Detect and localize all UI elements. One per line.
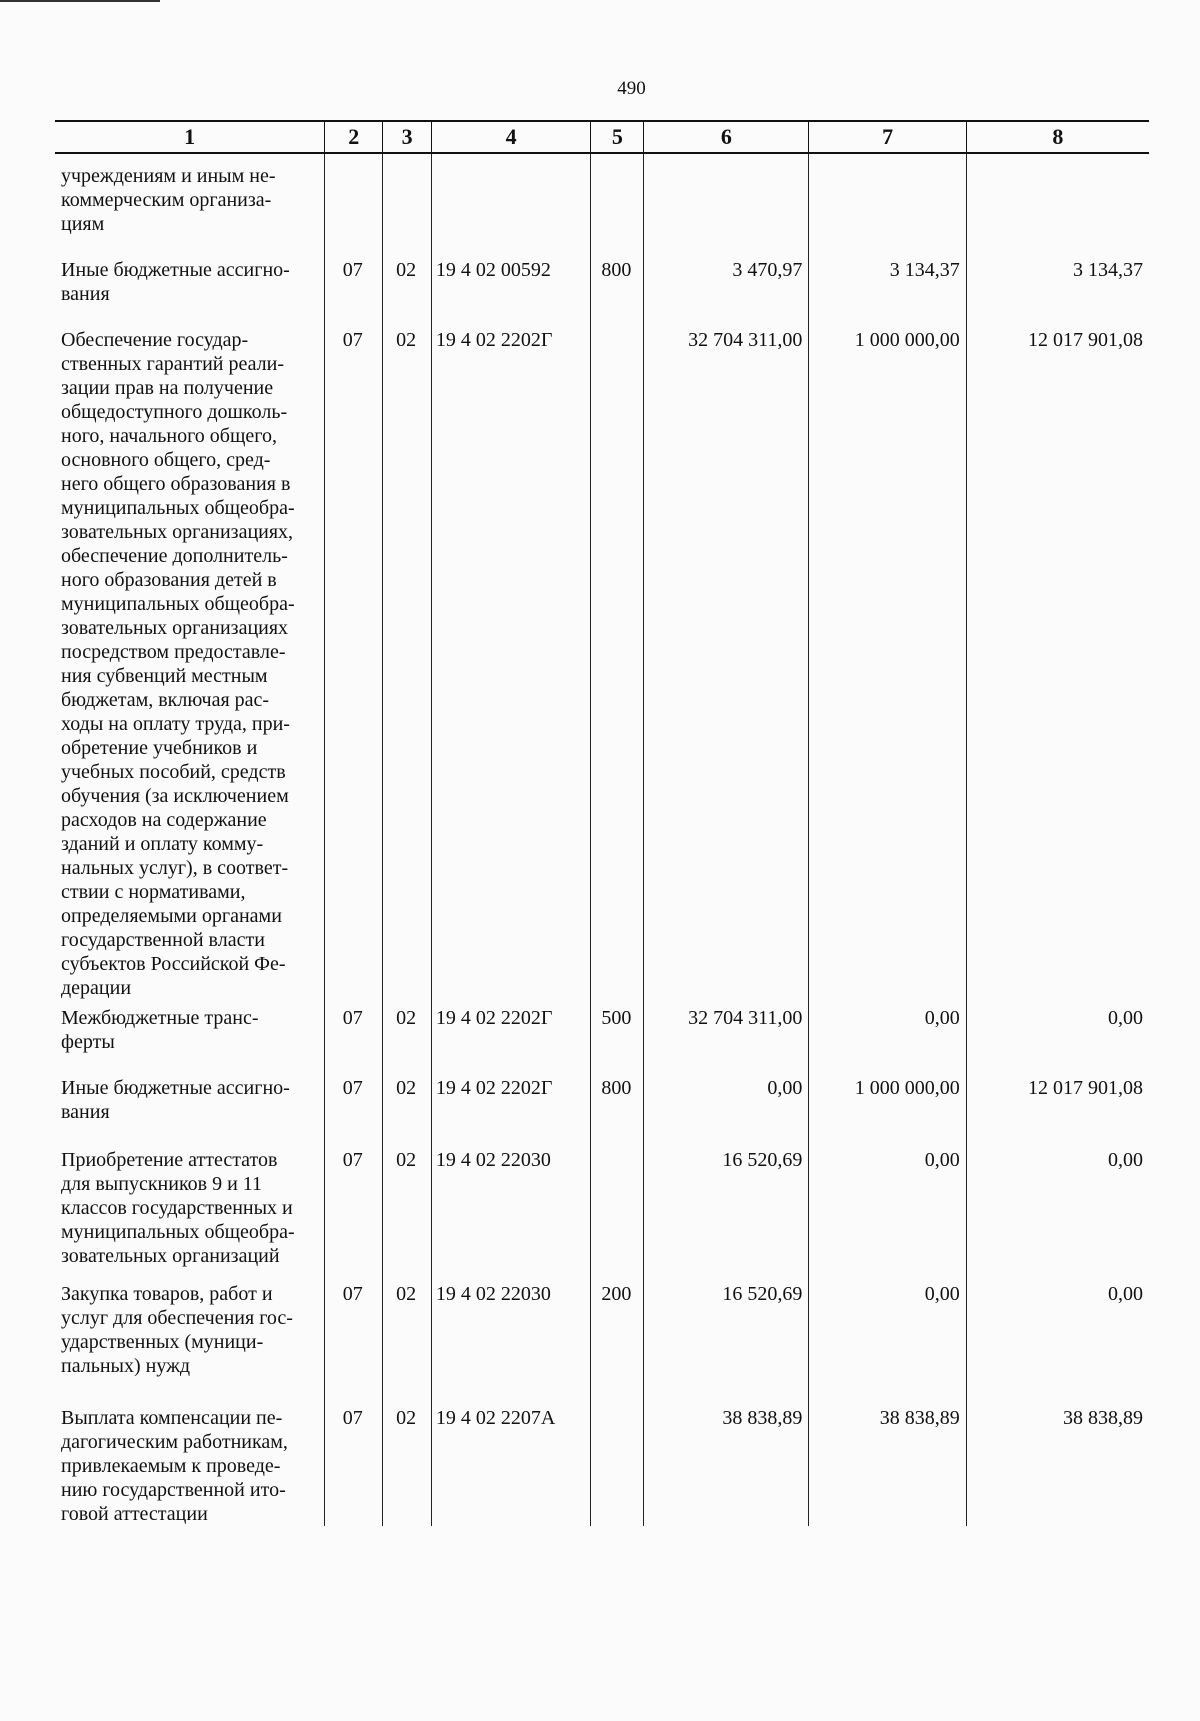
row-name-cell — [55, 1142, 325, 1276]
amount-col-7: 0,00 — [809, 1142, 966, 1276]
amount-col-6: 16 520,69 — [644, 1276, 809, 1400]
target-article-code — [431, 153, 591, 252]
row-name: Обеспечение государ- ственных гарантий реали- зации прав на получение общедоступного дошколь- ного, начального общего, основного общего, сред- него общего образования в муниципальных общеобра- зовательных организациях, обеспечение дополнитель- ного образования детей в муниципальных общеобра- зовательных организациях посредством предоставле- ния субвенций местным бюджетам, включая рас- ходы на оплату труда, при- обретение учебников и учебных пособий, средств обучения (за исключением расходов на содержание зданий и оплату комму- нальных услуг), в соответ- ствии с нормативами, определяемыми органами государственной власти субъектов Российской Фе- дерации — [61, 329, 295, 999]
amount-col-7: 38 838,89 — [809, 1400, 966, 1526]
target-article-code: 19 4 02 22030 — [431, 1142, 591, 1276]
expense-type-code — [591, 1142, 644, 1276]
column-header: 1 — [55, 121, 325, 153]
row-name: Приобретение аттестатов для выпускников 9 и 11 классов государственных и муниципальных общеобра- зовательных организаций — [61, 1149, 295, 1267]
amount-col-6: 32 704 311,00 — [644, 1000, 809, 1070]
subsection-code: 02 — [383, 1142, 431, 1276]
row-name: Закупка товаров, работ и услуг для обеспечения гос- ударственных (муници- пальных) нужд — [61, 1283, 293, 1377]
table-row — [55, 252, 1149, 322]
amount-col-6: 38 838,89 — [644, 1400, 809, 1526]
expense-type-code: 800 — [591, 252, 644, 322]
row-name-cell — [55, 322, 325, 1000]
table-row — [55, 1400, 1149, 1526]
row-name-cell — [55, 1276, 325, 1400]
section-code: 07 — [325, 322, 383, 1000]
amount-col-6: 32 704 311,00 — [644, 322, 809, 1000]
expense-type-code: 800 — [591, 1070, 644, 1142]
row-name-cell — [55, 1000, 325, 1070]
target-article-code: 19 4 02 2202Г — [431, 322, 591, 1000]
amount-col-6 — [644, 153, 809, 252]
section-code: 07 — [325, 1142, 383, 1276]
column-header: 2 — [325, 121, 383, 153]
expense-type-code — [591, 1400, 644, 1526]
row-name-cell — [55, 153, 325, 252]
column-header: 6 — [644, 121, 809, 153]
table-row — [55, 1276, 1149, 1400]
column-header: 4 — [431, 121, 591, 153]
target-article-code: 19 4 02 2202Г — [431, 1000, 591, 1070]
amount-col-8: 12 017 901,08 — [966, 1070, 1149, 1142]
row-name: Иные бюджетные ассигно- вания — [61, 259, 290, 305]
amount-col-7: 3 134,37 — [809, 252, 966, 322]
amount-col-8 — [966, 153, 1149, 252]
amount-col-7: 1 000 000,00 — [809, 1070, 966, 1142]
table-row — [55, 153, 1149, 252]
expense-type-code — [591, 322, 644, 1000]
section-code: 07 — [325, 1400, 383, 1526]
expense-type-code: 200 — [591, 1276, 644, 1400]
amount-col-6: 3 470,97 — [644, 252, 809, 322]
amount-col-7 — [809, 153, 966, 252]
amount-col-8: 12 017 901,08 — [966, 322, 1149, 1000]
row-name: Выплата компенсации пе- дагогическим работникам, привлекаемым к проведе- нию государственной ито- говой аттестации — [61, 1407, 288, 1525]
column-header: 7 — [809, 121, 966, 153]
column-header: 5 — [591, 121, 644, 153]
row-name: Иные бюджетные ассигно- вания — [61, 1077, 290, 1123]
budget-table-container — [55, 120, 1149, 1526]
amount-col-7: 0,00 — [809, 1000, 966, 1070]
subsection-code: 02 — [383, 1070, 431, 1142]
expense-type-code: 500 — [591, 1000, 644, 1070]
section-code: 07 — [325, 1276, 383, 1400]
subsection-code: 02 — [383, 322, 431, 1000]
row-name-cell — [55, 1070, 325, 1142]
column-header: 8 — [966, 121, 1149, 153]
amount-col-8: 0,00 — [966, 1142, 1149, 1276]
row-name: учреждениям и иным не- коммерческим организа- циям — [61, 165, 276, 235]
subsection-code: 02 — [383, 1000, 431, 1070]
target-article-code: 19 4 02 2202Г — [431, 1070, 591, 1142]
header-row — [55, 121, 1149, 153]
section-code: 07 — [325, 252, 383, 322]
amount-col-6: 16 520,69 — [644, 1142, 809, 1276]
table-row — [55, 322, 1149, 1000]
subsection-code — [383, 153, 431, 252]
amount-col-8: 0,00 — [966, 1000, 1149, 1070]
row-name: Межбюджетные транс- ферты — [61, 1007, 259, 1053]
target-article-code: 19 4 02 22030 — [431, 1276, 591, 1400]
column-header: 3 — [383, 121, 431, 153]
subsection-code: 02 — [383, 1400, 431, 1526]
page-number: 490 — [617, 78, 646, 99]
table-row — [55, 1070, 1149, 1142]
amount-col-8: 0,00 — [966, 1276, 1149, 1400]
amount-col-7: 1 000 000,00 — [809, 322, 966, 1000]
section-code — [325, 153, 383, 252]
budget-table — [55, 120, 1149, 1526]
subsection-code: 02 — [383, 1276, 431, 1400]
table-row — [55, 1000, 1149, 1070]
amount-col-8: 38 838,89 — [966, 1400, 1149, 1526]
section-code: 07 — [325, 1070, 383, 1142]
target-article-code: 19 4 02 00592 — [431, 252, 591, 322]
section-code: 07 — [325, 1000, 383, 1070]
amount-col-7: 0,00 — [809, 1276, 966, 1400]
row-name-cell — [55, 252, 325, 322]
target-article-code: 19 4 02 2207А — [431, 1400, 591, 1526]
table-row — [55, 1142, 1149, 1276]
amount-col-6: 0,00 — [644, 1070, 809, 1142]
amount-col-8: 3 134,37 — [966, 252, 1149, 322]
expense-type-code — [591, 153, 644, 252]
scan-edge-mark — [0, 0, 160, 6]
row-name-cell — [55, 1400, 325, 1526]
subsection-code: 02 — [383, 252, 431, 322]
